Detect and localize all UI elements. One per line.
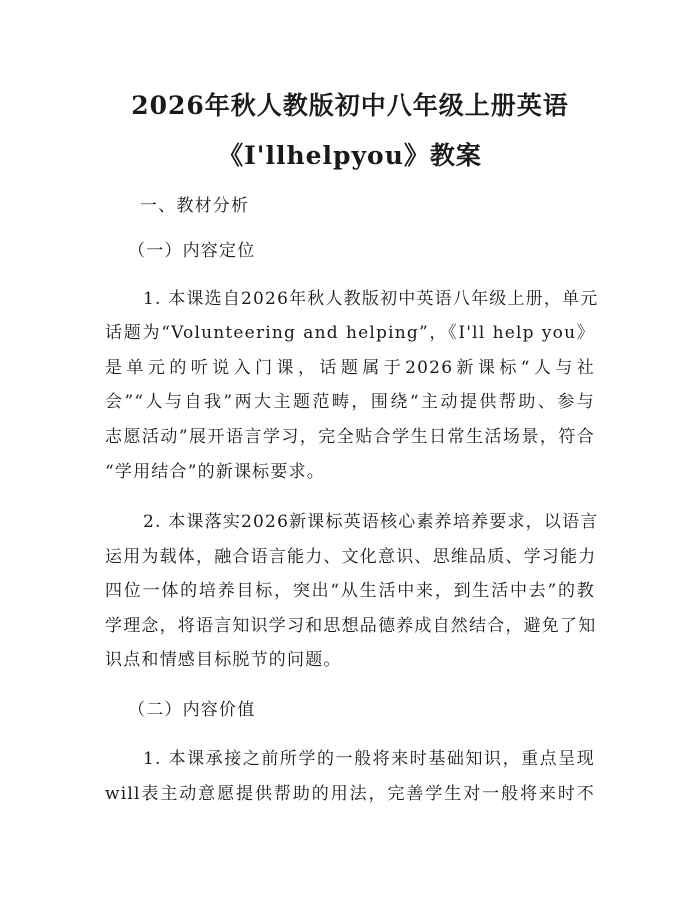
section-heading-textbook-analysis: 一、教材分析 bbox=[140, 196, 250, 216]
paragraph-1-line-6: “学用结合”的新课标要求。 bbox=[105, 462, 325, 482]
paragraph-1-line-4: 会”“人与自我”两大主题范畴，围绕“主动提供帮助、参与 bbox=[105, 392, 595, 412]
paragraph-3-line-1: 1. 本课承接之前所学的一般将来时基础知识，重点呈现 bbox=[143, 749, 595, 769]
paragraph-2-line-1: 2. 本课落实2026新课标英语核心素养培养要求，以语言 bbox=[143, 512, 599, 532]
paragraph-2-line-4: 学理念，将语言知识学习和思想品德养成自然结合，避免了知 bbox=[105, 616, 597, 636]
subsection-heading-content-positioning: （一）内容定位 bbox=[128, 241, 256, 261]
paragraph-1-line-2: 话题为“Volunteering and helping”，《I'll help you》 bbox=[105, 323, 595, 343]
paragraph-3-line-2: will表主动意愿提供帮助的用法，完善学生对一般将来时不 bbox=[105, 784, 595, 804]
paragraph-2-line-5: 识点和情感目标脱节的问题。 bbox=[105, 650, 342, 670]
paragraph-1-line-5: 志愿活动”展开语言学习，完全贴合学生日常生活场景，符合 bbox=[105, 427, 595, 447]
paragraph-1-line-3: 是单元的听说入门课，话题属于2026新课标“人与社 bbox=[105, 358, 595, 378]
subsection-heading-content-value: （二）内容价值 bbox=[128, 700, 256, 720]
paragraph-1-line-1: 1. 本课选自2026年秋人教版初中英语八年级上册，单元 bbox=[143, 289, 599, 309]
document-title-line-2: 《I'llhelpyou》教案 bbox=[218, 141, 482, 170]
paragraph-2-line-3: 四位一体的培养目标，突出“从生活中来，到生活中去”的教 bbox=[105, 581, 595, 601]
document-title-line-1: 2026年秋人教版初中八年级上册英语 bbox=[131, 91, 569, 120]
paragraph-2-line-2: 运用为载体，融合语言能力、文化意识、思维品质、学习能力 bbox=[105, 547, 597, 567]
